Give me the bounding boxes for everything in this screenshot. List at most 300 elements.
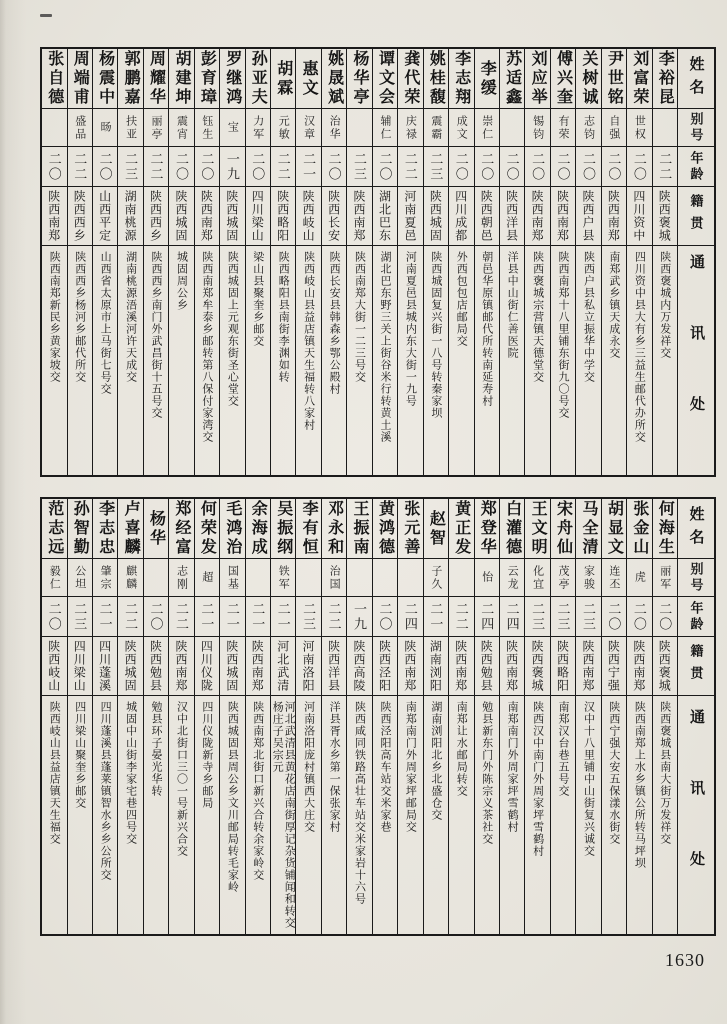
address-cell [68, 246, 92, 475]
address-cell [220, 696, 244, 934]
alias-cell [118, 559, 142, 597]
person-column [42, 499, 66, 934]
address-cell [627, 246, 651, 475]
person-alias: 毅仁 [48, 564, 61, 591]
person-alias: 旸 [99, 121, 112, 134]
age-cell [246, 147, 270, 187]
person-alias: 元敏 [277, 114, 290, 141]
address-cell [602, 246, 626, 475]
address-cell [500, 246, 524, 475]
name-cell [500, 49, 524, 109]
name-cell [271, 49, 295, 109]
origin-cell [42, 637, 66, 696]
person-name: 罗继鸿 [223, 50, 241, 107]
age-cell [398, 597, 422, 637]
name-cell [653, 499, 677, 559]
origin-cell [118, 637, 142, 696]
address-cell [271, 246, 295, 475]
person-age: 二三 [530, 601, 546, 632]
origin-cell [144, 637, 168, 696]
person-age: 二〇 [504, 151, 520, 182]
person-age: 二二 [123, 601, 139, 632]
person-age: 二〇 [46, 151, 62, 182]
person-origin: 陕西洋县 [504, 190, 519, 242]
person-address: 洋县胥水乡第一保张家村 [328, 701, 341, 833]
person-age: 二〇 [530, 151, 546, 182]
header-column [677, 49, 714, 475]
person-address: 四川梁山聚奎乡邮交 [73, 701, 86, 809]
origin-cell [627, 637, 651, 696]
origin-cell [246, 187, 270, 246]
address-cell [475, 696, 499, 934]
person-origin: 陕西南郑 [173, 640, 188, 692]
person-alias: 扶亚 [124, 114, 137, 141]
person-name: 胡建坤 [172, 50, 190, 107]
person-address: 山西省太原市上马街七号交 [99, 251, 112, 395]
person-address: 城固中山街李家宅巷四号交 [124, 701, 137, 845]
alias-cell [93, 109, 117, 147]
person-address: 陕西西乡南门外武昌街十五号交 [150, 251, 163, 419]
person-name: 孙智勤 [71, 500, 89, 557]
person-column [245, 499, 270, 934]
person-origin: 陕西宁强 [606, 640, 621, 692]
alias-cell [475, 559, 499, 597]
address-cell [322, 696, 346, 934]
age-cell [398, 147, 422, 187]
origin-cell [653, 187, 677, 246]
alias-cell [449, 109, 473, 147]
person-address: 四川仪陇新寺乡邮局 [200, 701, 213, 809]
name-cell [576, 499, 600, 559]
person-name: 周耀华 [147, 50, 165, 107]
person-column [92, 49, 117, 475]
origin-cell [373, 637, 397, 696]
alias-cell [246, 109, 270, 147]
age-cell [118, 147, 142, 187]
person-origin: 陕西城固 [173, 190, 188, 242]
page-number: 1630 [665, 950, 705, 970]
name-cell [68, 49, 92, 109]
person-origin: 陕西洋县 [326, 640, 341, 692]
person-alias: 有荣 [557, 114, 570, 141]
person-address: 南郑汉台巷五号交 [557, 701, 570, 797]
person-name: 余海成 [249, 500, 267, 557]
person-age: 二三 [555, 601, 571, 632]
person-address: 河北武清县黄花店南街厚记杂货铺闻和转交杨庄子吴宗元 [271, 701, 296, 929]
person-column [295, 499, 320, 934]
origin-cell [525, 187, 549, 246]
person-origin: 山西平定 [97, 190, 112, 242]
header-origin [678, 637, 714, 696]
origin-cell [296, 187, 320, 246]
address-cell [42, 246, 66, 475]
person-origin: 陕西略阳 [555, 640, 570, 692]
person-origin: 陕西城固 [123, 640, 138, 692]
address-cell [525, 696, 549, 934]
person-name: 王振南 [351, 500, 369, 557]
address-cell [169, 696, 193, 934]
name-cell [653, 49, 677, 109]
person-address: 南郑南门外周家坪雪鹤村 [506, 701, 519, 833]
person-origin: 陕西南郑 [504, 640, 519, 692]
alias-cell [220, 559, 244, 597]
person-origin: 四川资中 [631, 190, 646, 242]
age-cell [271, 597, 295, 637]
name-cell [144, 49, 168, 109]
person-alias: 丽亭 [150, 114, 163, 141]
person-address: 勉县环子晏光华转 [150, 701, 163, 797]
origin-cell [220, 637, 244, 696]
person-age: 二〇 [606, 151, 622, 182]
person-name: 谭文会 [376, 50, 394, 107]
person-column [321, 49, 346, 475]
person-age: 二二 [275, 151, 291, 182]
person-age: 二〇 [580, 151, 596, 182]
origin-cell [449, 187, 473, 246]
person-name: 黄鸿德 [376, 500, 394, 557]
name-cell [424, 499, 448, 559]
name-cell [195, 499, 219, 559]
person-column [117, 49, 142, 475]
name-cell [576, 49, 600, 109]
person-name: 宋舟仙 [554, 500, 572, 557]
person-alias: 公坦 [73, 564, 86, 591]
person-age: 二一 [275, 601, 291, 632]
address-cell [347, 246, 371, 475]
person-name: 李缓 [478, 59, 496, 98]
header-age-label: 年龄 [688, 150, 704, 183]
person-column [524, 49, 549, 475]
person-name: 杨华 [147, 509, 165, 548]
person-age: 二四 [504, 601, 520, 632]
age-cell [169, 147, 193, 187]
person-alias: 茂亭 [557, 564, 570, 591]
person-name: 李志翔 [452, 50, 470, 107]
person-name: 姚桂馥 [427, 50, 445, 107]
person-column [499, 499, 524, 934]
person-alias: 自强 [607, 114, 620, 141]
name-cell [118, 49, 142, 109]
name-cell [169, 499, 193, 559]
person-address: 南郑让水邮局转交 [455, 701, 468, 797]
age-cell [42, 147, 66, 187]
name-cell [525, 499, 549, 559]
person-origin: 陕西南郑 [250, 640, 265, 692]
person-column [194, 499, 219, 934]
person-name: 关树诚 [579, 50, 597, 107]
address-cell [576, 696, 600, 934]
person-origin: 陕西岐山 [301, 190, 316, 242]
address-cell [373, 696, 397, 934]
person-alias: 崇仁 [480, 114, 493, 141]
person-origin: 四川成都 [453, 190, 468, 242]
person-origin: 河南夏邑 [402, 190, 417, 242]
address-cell [373, 246, 397, 475]
address-cell [220, 246, 244, 475]
person-alias: 肇宗 [99, 564, 112, 591]
person-column [168, 499, 193, 934]
person-address: 陕西南郑十八里铺东街九〇号交 [557, 251, 570, 419]
person-name: 赵智 [427, 509, 445, 548]
person-column [397, 499, 422, 934]
directory-table-bottom [40, 497, 716, 936]
person-address: 梁山县聚奎乡邮交 [251, 251, 264, 347]
age-cell [551, 147, 575, 187]
person-column [219, 49, 244, 475]
person-age: 二〇 [377, 601, 393, 632]
person-alias: 钰生 [200, 114, 213, 141]
name-cell [373, 499, 397, 559]
person-alias: 怡 [480, 571, 493, 584]
person-name: 胡显文 [605, 500, 623, 557]
person-column [626, 49, 651, 475]
person-address: 陕西褒城县南大街万发祥交 [658, 701, 671, 845]
age-cell [42, 597, 66, 637]
name-cell [602, 49, 626, 109]
age-cell [347, 597, 371, 637]
person-origin: 陕西南郑 [453, 640, 468, 692]
person-age: 二一 [301, 151, 317, 182]
person-column [601, 499, 626, 934]
person-alias: 铁军 [277, 564, 290, 591]
age-cell [220, 597, 244, 637]
name-cell [449, 499, 473, 559]
origin-cell [475, 187, 499, 246]
person-origin: 陕西南郑 [580, 640, 595, 692]
alias-cell [195, 109, 219, 147]
person-name: 傅兴奎 [554, 50, 572, 107]
person-alias: 子久 [429, 564, 442, 591]
address-cell [449, 696, 473, 934]
person-column [42, 49, 66, 475]
name-cell [398, 49, 422, 109]
origin-cell [347, 637, 371, 696]
age-cell [322, 147, 346, 187]
person-name: 王文明 [529, 500, 547, 557]
person-alias: 国基 [226, 564, 239, 591]
age-cell [220, 147, 244, 187]
alias-cell [68, 109, 92, 147]
person-alias: 锡钧 [531, 114, 544, 141]
person-name: 黄正发 [452, 500, 470, 557]
person-address: 陕西宁强大安五保漾水街交 [607, 701, 620, 845]
person-alias: 治国 [328, 564, 341, 591]
person-age: 二〇 [148, 601, 164, 632]
name-cell [322, 499, 346, 559]
header-name-label: 姓名 [687, 55, 704, 102]
age-cell [551, 597, 575, 637]
origin-cell [322, 637, 346, 696]
person-name: 姚晟斌 [325, 50, 343, 107]
alias-cell [525, 109, 549, 147]
person-name: 郑经富 [172, 500, 190, 557]
name-cell [93, 499, 117, 559]
address-cell [576, 246, 600, 475]
address-cell [424, 696, 448, 934]
alias-cell [576, 559, 600, 597]
origin-cell [220, 187, 244, 246]
person-column [575, 499, 600, 934]
person-address: 外西包包店邮局交 [455, 251, 468, 347]
origin-cell [93, 637, 117, 696]
header-name [678, 49, 714, 109]
person-origin: 陕西褒城 [657, 640, 672, 692]
address-cell [424, 246, 448, 475]
person-name: 彭育璋 [198, 50, 216, 107]
age-cell [144, 147, 168, 187]
age-cell [525, 597, 549, 637]
address-cell [653, 246, 677, 475]
address-cell [144, 696, 168, 934]
person-alias: 辅仁 [378, 114, 391, 141]
age-cell [475, 147, 499, 187]
address-cell [68, 696, 92, 934]
age-cell [195, 147, 219, 187]
person-column [67, 499, 92, 934]
name-cell [602, 499, 626, 559]
person-age: 二一 [224, 601, 240, 632]
person-age: 二一 [97, 601, 113, 632]
header-origin [678, 187, 714, 246]
person-column [448, 49, 473, 475]
header-address-label: 通讯处 [688, 708, 704, 922]
age-cell [627, 597, 651, 637]
age-cell [627, 147, 651, 187]
name-cell [42, 499, 66, 559]
person-name: 尹世铭 [605, 50, 623, 107]
person-origin: 陕西南郑 [606, 190, 621, 242]
header-address [678, 246, 714, 475]
name-cell [296, 49, 320, 109]
person-origin: 陕西勉县 [479, 640, 494, 692]
origin-cell [551, 637, 575, 696]
alias-cell [68, 559, 92, 597]
origin-cell [475, 637, 499, 696]
origin-cell [271, 637, 295, 696]
name-cell [220, 499, 244, 559]
person-alias: 震宵 [175, 114, 188, 141]
person-address: 四川资中县大有乡三益生邮代办所交 [633, 251, 646, 443]
age-cell [144, 597, 168, 637]
person-column [168, 49, 193, 475]
age-cell [653, 597, 677, 637]
person-age: 二〇 [453, 151, 469, 182]
person-column [346, 49, 371, 475]
person-origin: 湖北巴东 [377, 190, 392, 242]
origin-cell [602, 637, 626, 696]
age-cell [93, 597, 117, 637]
header-alias-label: 别号 [688, 561, 704, 594]
header-name [678, 499, 714, 559]
origin-cell [169, 637, 193, 696]
person-alias: 庆禄 [404, 114, 417, 141]
address-cell [347, 696, 371, 934]
person-age: 二三 [72, 601, 88, 632]
person-origin: 陕西西乡 [148, 190, 163, 242]
header-alias [678, 559, 714, 597]
person-origin: 湖南浏阳 [428, 640, 443, 692]
alias-cell [424, 559, 448, 597]
person-origin: 陕西泾阳 [377, 640, 392, 692]
person-age: 二二 [326, 601, 342, 632]
address-cell [296, 696, 320, 934]
person-age: 二二 [173, 601, 189, 632]
origin-cell [525, 637, 549, 696]
person-name: 惠文 [300, 59, 318, 98]
person-name: 李有恒 [300, 500, 318, 557]
person-age: 二〇 [199, 151, 215, 182]
age-cell [68, 147, 92, 187]
alias-cell [500, 109, 524, 147]
person-address: 陕西户县私立振华中学交 [582, 251, 595, 383]
person-origin: 四川蓬溪 [97, 640, 112, 692]
person-alias: 虎 [633, 571, 646, 584]
origin-cell [42, 187, 66, 246]
person-age: 二二 [72, 151, 88, 182]
name-cell [271, 499, 295, 559]
name-cell [500, 499, 524, 559]
name-cell [347, 49, 371, 109]
person-name: 张元善 [401, 500, 419, 557]
person-origin: 陕西户县 [580, 190, 595, 242]
alias-cell [602, 559, 626, 597]
person-address: 陕西略阳县南街李渊如转 [277, 251, 290, 383]
person-origin: 河南洛阳 [301, 640, 316, 692]
person-alias: 盛品 [73, 114, 86, 141]
person-name: 何荣发 [198, 500, 216, 557]
age-cell [602, 597, 626, 637]
person-name: 杨华亭 [351, 50, 369, 107]
person-address: 河南夏邑县城内东大街一九号 [404, 251, 417, 407]
age-cell [296, 147, 320, 187]
alias-cell [42, 559, 66, 597]
person-address: 汉中北街口三〇一号新兴合交 [175, 701, 188, 857]
age-cell [373, 597, 397, 637]
origin-cell [576, 637, 600, 696]
origin-cell [271, 187, 295, 246]
person-address: 南郑武乡镇天成永交 [607, 251, 620, 359]
person-origin: 河北武清 [275, 640, 290, 692]
person-name: 范志远 [45, 500, 63, 557]
name-cell [296, 499, 320, 559]
person-age: 二〇 [631, 151, 647, 182]
age-cell [195, 597, 219, 637]
name-cell [424, 49, 448, 109]
alias-cell [271, 559, 295, 597]
person-address: 陕西西乡杨河乡邮代所交 [73, 251, 86, 383]
alias-cell [576, 109, 600, 147]
person-column [524, 499, 549, 934]
age-cell [118, 597, 142, 637]
alias-cell [42, 109, 66, 147]
person-address: 陕西褒城内万发祥交 [658, 251, 671, 359]
header-age [678, 597, 714, 637]
person-name: 张自德 [45, 50, 63, 107]
person-name: 李志忠 [96, 500, 114, 557]
alias-cell [144, 109, 168, 147]
address-cell [551, 696, 575, 934]
address-cell [322, 246, 346, 475]
person-address: 陕西城固上元观东街圣心堂交 [226, 251, 239, 407]
person-age: 二一 [428, 601, 444, 632]
name-cell [68, 499, 92, 559]
person-alias: 麒麟 [124, 564, 137, 591]
origin-cell [500, 187, 524, 246]
person-address: 陕西南郑北街口新兴合转余家岭交 [251, 701, 264, 881]
person-column [270, 499, 295, 934]
address-cell [195, 696, 219, 934]
age-cell [347, 147, 371, 187]
